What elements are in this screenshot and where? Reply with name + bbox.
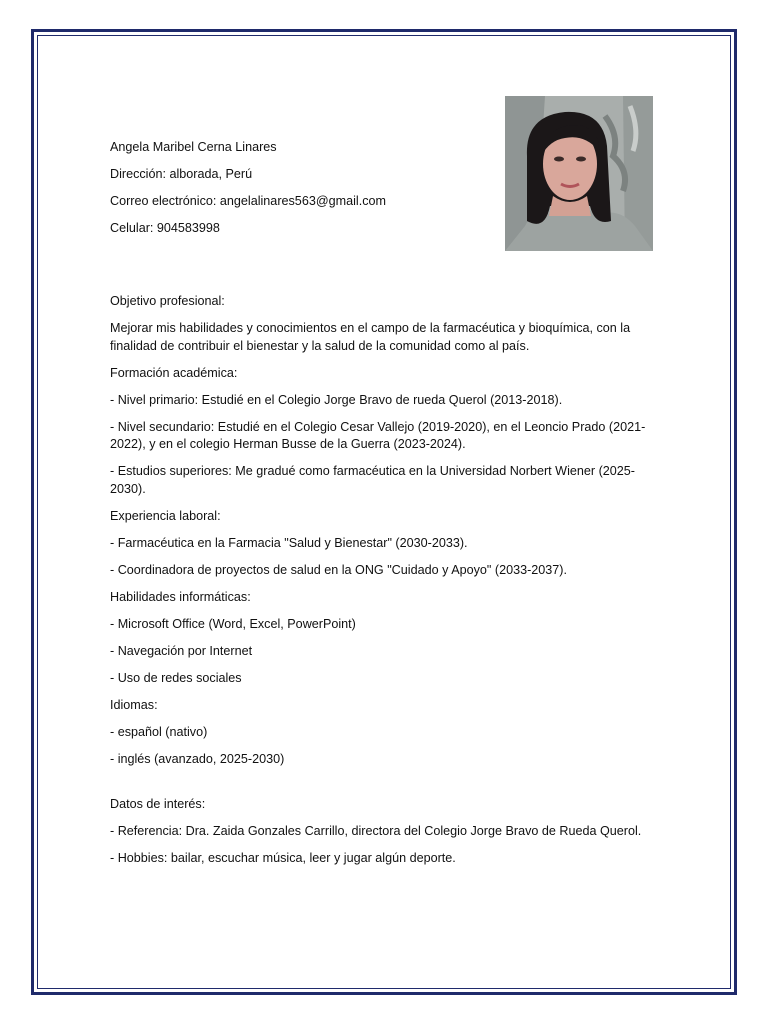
skills-heading: Habilidades informáticas: bbox=[110, 589, 251, 604]
spacer bbox=[110, 247, 655, 293]
education-item: - Nivel secundario: Estudié en el Colegio Cesar Vallejo (2019-2020), en el Leoncio Prado (2021-2022), y en el colegio Herman Busse de la Guerra (2023-2024). bbox=[110, 419, 646, 451]
skills-item: - Microsoft Office (Word, Excel, PowerPoint) bbox=[110, 616, 356, 631]
experience-heading: Experiencia laboral: bbox=[110, 508, 221, 523]
skills-item: - Navegación por Internet bbox=[110, 643, 253, 658]
education-item: - Nivel primario: Estudié en el Colegio Jorge Bravo de rueda Querol (2013-2018). bbox=[110, 392, 563, 407]
interests-item: - Referencia: Dra. Zaida Gonzales Carrillo, directora del Colegio Jorge Bravo de Rueda Querol. bbox=[110, 823, 642, 838]
education-item: - Estudios superiores: Me gradué como farmacéutica en la Universidad Norbert Wiener (2025-2030). bbox=[110, 464, 635, 496]
spacer bbox=[110, 778, 655, 796]
experience-item: - Coordinadora de proyectos de salud en la ONG "Cuidado y Apoyo" (2033-2037). bbox=[110, 562, 567, 577]
education-heading: Formación académica: bbox=[110, 365, 238, 380]
email-line: Correo electrónico: angelalinares563@gmail.com bbox=[110, 194, 386, 208]
languages-item: - español (nativo) bbox=[110, 724, 208, 739]
languages-item: - inglés (avanzado, 2025-2030) bbox=[110, 751, 285, 766]
objective-heading: Objetivo profesional: bbox=[110, 294, 225, 308]
phone-line: Celular: 904583998 bbox=[110, 221, 220, 235]
address-line: Dirección: alborada, Perú bbox=[110, 167, 253, 181]
interests-heading: Datos de interés: bbox=[110, 796, 206, 811]
interests-item: - Hobbies: bailar, escuchar música, leer y jugar algún deporte. bbox=[110, 850, 456, 865]
experience-item: - Farmacéutica en la Farmacia "Salud y Bienestar" (2030-2033). bbox=[110, 535, 468, 550]
objective-text: Mejorar mis habilidades y conocimientos en el campo de la farmacéutica y bioquímica, con la finalidad de contribuir el bienestar y la salud de la comunidad como al país. bbox=[110, 321, 631, 353]
skills-item: - Uso de redes sociales bbox=[110, 670, 242, 685]
resume-content bbox=[110, 139, 655, 877]
languages-heading: Idiomas: bbox=[110, 697, 158, 712]
full-name: Angela Maribel Cerna Linares bbox=[110, 140, 277, 154]
